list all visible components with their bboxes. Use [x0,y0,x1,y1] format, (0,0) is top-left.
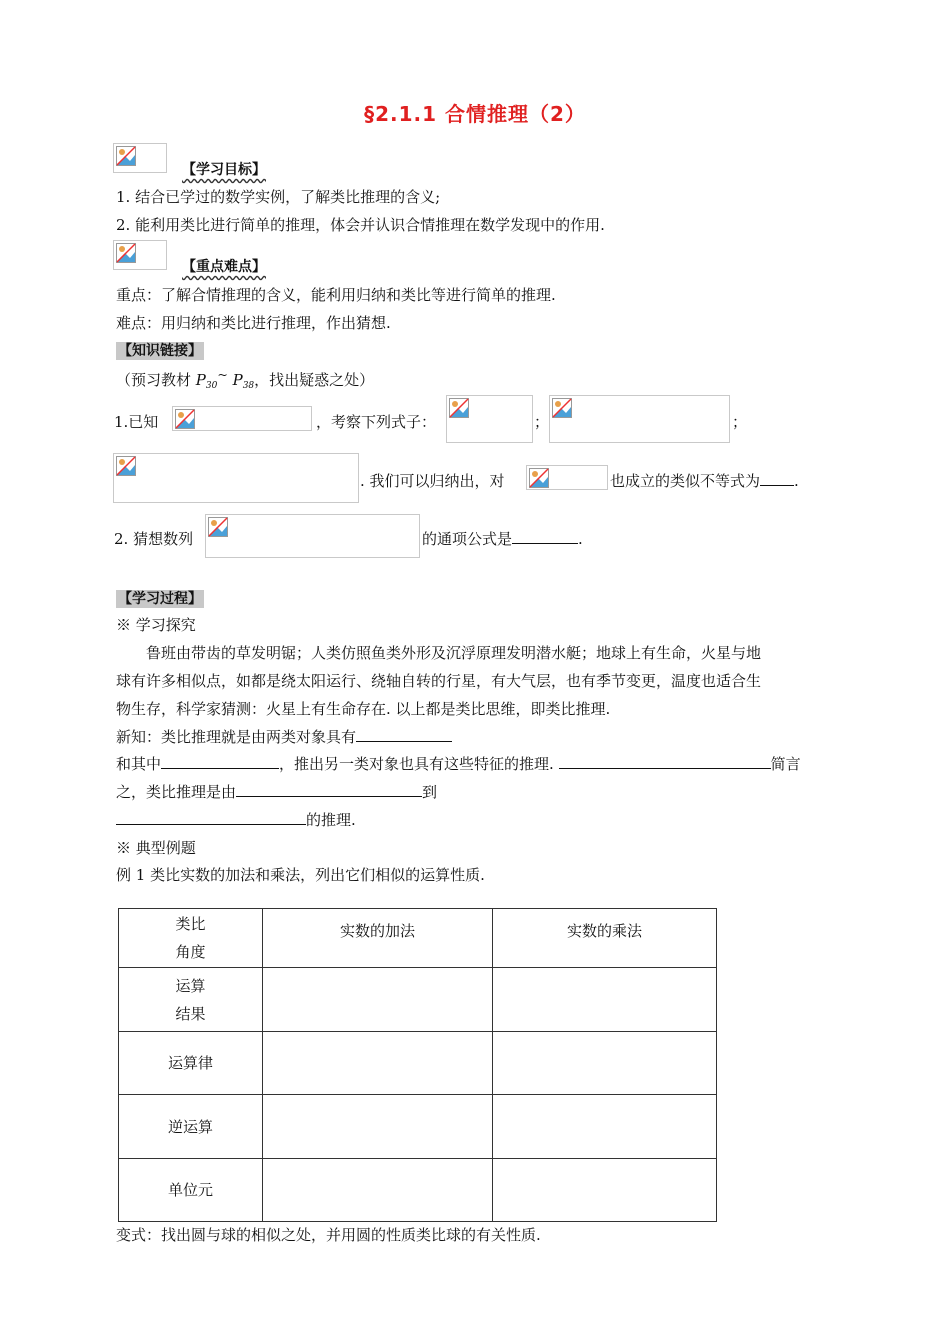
preview-note: （预习教材 $P_{30}^\sim$ $P_{38}$，找出疑惑之处） [116,367,375,391]
explore-heading: ※ 学习探究 [116,616,196,634]
newknow-line-3: 之，类比推理是由 到 [116,783,438,801]
table-header-cell: 实数的乘法 [493,909,717,968]
link-heading: 【知识链接】 [118,343,202,359]
variant: 变式：找出圆与球的相似之处，并用圆的性质类比球的有关性质. [116,1226,541,1244]
answer-blank[interactable] [559,754,771,769]
q1-line2-mid: . 我们可以归纳出，对 [360,472,505,490]
table-cell[interactable] [493,968,717,1032]
answer-blank[interactable] [161,754,279,769]
page-title: §2.1.1 合情推理（2） [364,102,586,126]
semicolon: ； [534,413,550,431]
q2-prefix: 2. 猜想数列 [114,530,194,548]
formula-image [549,395,730,443]
formula-image [113,453,359,503]
table-header-cell: 实数的加法 [263,909,493,968]
table-cell[interactable] [263,1032,493,1095]
table-row-label: 逆运算 [119,1095,263,1159]
q1-line2-end: 也成立的类似不等式为 . [610,472,799,490]
broken-image-icon [113,240,167,270]
answer-blank[interactable] [760,471,794,486]
table-row-label: 单位元 [119,1159,263,1222]
table-row [119,1159,717,1222]
goals-heading: 【学习目标】 [182,162,266,178]
keypoint-2: 难点：用归纳和类比进行推理，作出猜想. [116,314,391,332]
process-heading: 【学习过程】 [118,591,202,607]
answer-blank[interactable] [116,810,306,825]
formula-image [205,514,420,558]
answer-blank[interactable] [512,529,578,544]
table-row [119,968,717,1032]
table-row [119,1032,717,1095]
broken-image-icon [113,143,167,173]
goal-2: 2. 能利用类比进行简单的推理，体会并认识合情推理在数学发现中的作用. [116,216,605,234]
table-cell[interactable] [493,1032,717,1095]
table-row-label: 运算律 [119,1032,263,1095]
table-cell[interactable] [263,1159,493,1222]
explore-para-line-3: 物生存，科学家猜测：火星上有生命存在. 以上都是类比思维，即类比推理. [116,700,611,718]
newknow-line-4: 的推理. [116,809,356,830]
formula-image [526,465,608,490]
table-cell[interactable] [263,1095,493,1159]
keypoint-1: 重点：了解合情推理的含义，能利用归纳和类比等进行简单的推理. [116,286,556,304]
formula-image [446,395,533,443]
explore-para-line-1: 鲁班由带齿的草发明锯；人类仿照鱼类外形及沉浮原理发明潜水艇；地球上有生命，火星与地 [146,644,762,662]
answer-blank[interactable] [236,782,422,797]
keypoints-heading: 【重点难点】 [182,259,266,275]
formula-image [172,406,312,431]
q1-prefix: 1.已知 [114,413,159,431]
explore-para-line-2: 球有许多相似点，如都是绕太阳运行、绕轴自转的行星，有大气层，也有季节变更，温度也适合生 [116,672,762,690]
semicolon: ； [732,413,748,431]
q1-mid: ，考察下列式子： [316,413,437,431]
comparison-table [118,908,717,1222]
goal-1: 1. 结合已学过的数学实例，了解类比推理的含义; [116,188,441,206]
table-header-row [119,909,717,968]
table-cell[interactable] [493,1095,717,1159]
newknow-line-2: 和其中 ，推出另一类对象也具有这些特征的推理. 简言 [116,755,801,773]
q2-suffix: 的通项公式是 . [422,530,583,548]
answer-blank[interactable] [356,727,452,742]
newknow-line-1: 新知：类比推理就是由两类对象具有 [116,726,452,747]
table-header-cell: 类比 角度 [119,909,263,968]
table-cell[interactable] [493,1159,717,1222]
examples-heading: ※ 典型例题 [116,839,196,857]
table-cell[interactable] [263,968,493,1032]
table-row [119,1095,717,1159]
example-1: 例 1 类比实数的加法和乘法，列出它们相似的运算性质. [116,866,485,884]
table-row-label: 运算 结果 [119,968,263,1032]
